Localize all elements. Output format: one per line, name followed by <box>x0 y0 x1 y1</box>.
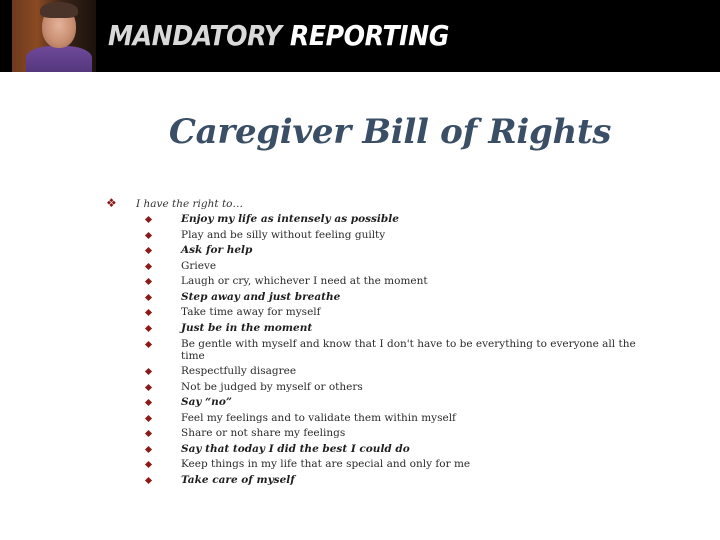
small-diamond-icon <box>145 247 152 254</box>
presenter-photo <box>12 0 96 72</box>
small-diamond-icon <box>145 324 152 331</box>
small-diamond-icon <box>145 445 152 452</box>
list-item-text: Laugh or cry, whichever I need at the moment <box>181 275 428 287</box>
list-item <box>106 380 666 396</box>
small-diamond-icon <box>145 414 152 421</box>
lead-row <box>106 196 666 212</box>
small-diamond-icon <box>145 216 152 223</box>
list-item <box>106 442 666 458</box>
list-item <box>106 290 666 306</box>
list-item <box>106 473 666 489</box>
list-item <box>106 364 666 380</box>
header-band <box>0 0 720 72</box>
small-diamond-icon <box>145 476 152 483</box>
header-title-part-2: REPORTING <box>289 19 449 52</box>
list-item <box>106 212 666 228</box>
bullet-content <box>106 196 666 488</box>
list-item-text: Step away and just breathe <box>181 290 341 303</box>
list-item <box>106 395 666 411</box>
lead-text: I have the right to… <box>136 198 243 210</box>
list-item-text: Say “no” <box>181 396 232 408</box>
list-item <box>106 336 666 364</box>
list-item <box>106 426 666 442</box>
header-title-part-1: MANDATORY <box>108 19 282 52</box>
list-item-text: Respectfully disagree <box>181 365 297 377</box>
photo-shirt <box>26 46 92 72</box>
small-diamond-icon <box>145 341 152 348</box>
list-item-text: Be gentle with myself and know that I don't have to be everything to everyone all the time <box>181 338 636 362</box>
small-diamond-icon <box>145 399 152 406</box>
list-item-text: Play and be silly without feeling guilty <box>181 228 386 241</box>
list-item-text: Keep things in my life that are special and only for me <box>181 458 471 470</box>
header-title <box>108 18 449 54</box>
small-diamond-icon <box>145 430 152 437</box>
list-item <box>106 228 666 244</box>
list-item-text: Take care of myself <box>181 473 295 486</box>
list-item <box>106 321 666 337</box>
slide-title: Caregiver Bill of Rights <box>168 112 612 152</box>
small-diamond-icon <box>145 293 152 300</box>
small-diamond-icon <box>145 278 152 285</box>
list-item <box>106 305 666 321</box>
list-item <box>106 259 666 275</box>
small-diamond-icon <box>145 262 152 269</box>
list-item <box>106 457 666 473</box>
small-diamond-icon <box>145 309 152 316</box>
photo-hair <box>40 2 78 18</box>
small-diamond-icon <box>145 368 152 375</box>
list-item-text: Take time away for myself <box>181 306 321 318</box>
list-item <box>106 243 666 259</box>
list-item-text: Ask for help <box>181 244 253 256</box>
list-item <box>106 411 666 427</box>
list-item-text: Just be in the moment <box>181 321 313 334</box>
list-item-text: Not be judged by myself or others <box>181 380 363 393</box>
list-item-text: Say that today I did the best I could do <box>181 442 410 455</box>
list-item-text: Share or not share my feelings <box>181 427 346 439</box>
small-diamond-icon <box>145 231 152 238</box>
rights-list <box>106 212 666 488</box>
list-item-text: Enjoy my life as intensely as possible <box>181 213 399 225</box>
list-item-text: Grieve <box>181 259 217 272</box>
small-diamond-icon <box>145 461 152 468</box>
list-item <box>106 274 666 290</box>
diamond-cluster-icon: ❖ <box>106 196 117 210</box>
list-item-text: Feel my feelings and to validate them within myself <box>181 411 456 424</box>
small-diamond-icon <box>145 383 152 390</box>
